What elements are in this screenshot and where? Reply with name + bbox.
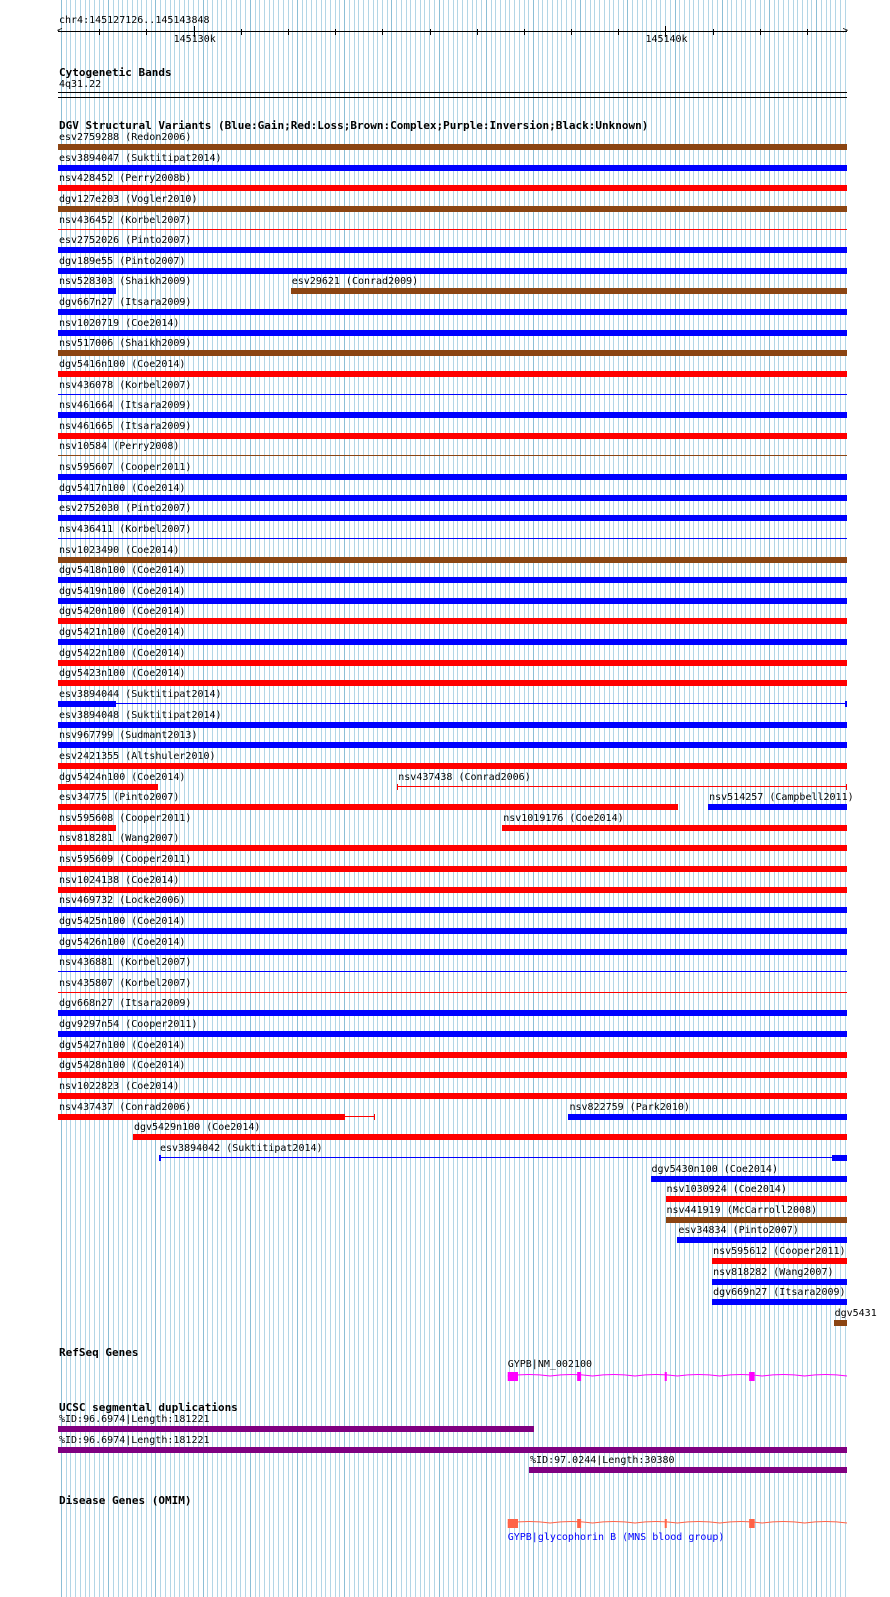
sv-bar[interactable]: [58, 185, 847, 191]
grid-line: [321, 0, 322, 1597]
sv-bar[interactable]: [712, 1258, 847, 1264]
grid-line: [311, 0, 312, 1597]
ruler-tick-label: 145130k: [173, 34, 216, 45]
grid-line: [524, 0, 525, 1597]
grid-line: [373, 0, 374, 1597]
grid-line: [434, 0, 435, 1597]
sv-label[interactable]: nsv514257 (Campbell2011): [709, 792, 854, 803]
grid-line: [613, 0, 614, 1597]
grid-line: [292, 0, 293, 1597]
location-label: chr4:145127126..145143848: [59, 15, 210, 26]
segdup-label[interactable]: %ID:97.0244|Length:30380: [530, 1455, 675, 1466]
cytoband-bar-bottom: [58, 97, 847, 98]
ruler-tick: [99, 29, 100, 35]
grid-line: [344, 0, 345, 1597]
sv-label[interactable]: nsv1019176 (Coe2014): [503, 813, 624, 824]
grid-line: [623, 0, 624, 1597]
grid-line: [547, 0, 548, 1597]
sv-label[interactable]: esv2752030 (Pinto2007): [59, 503, 192, 514]
grid-line: [684, 0, 685, 1597]
sv-label[interactable]: dgv9297n54 (Cooper2011): [59, 1019, 198, 1030]
sv-label[interactable]: nsv437437 (Conrad2006): [59, 1102, 192, 1113]
sv-label[interactable]: dgv5425n100 (Coe2014): [59, 916, 186, 927]
grid-line: [278, 0, 279, 1597]
sv-label[interactable]: nsv1022823 (Coe2014): [59, 1081, 180, 1092]
grid-line: [264, 0, 265, 1597]
sv-label[interactable]: nsv437438 (Conrad2006): [398, 772, 531, 783]
sv-label[interactable]: esv3894047 (Suktitipat2014): [59, 153, 222, 164]
sv-bar[interactable]: [58, 1031, 847, 1037]
sv-bar-thin[interactable]: [58, 229, 847, 230]
sv-label[interactable]: nsv1030924 (Coe2014): [666, 1184, 787, 1195]
grid-line: [387, 0, 388, 1597]
segdup-bar[interactable]: [58, 1447, 847, 1453]
sv-label[interactable]: nsv428452 (Perry2008b): [59, 173, 192, 184]
grid-line: [698, 0, 699, 1597]
grid-line: [670, 0, 671, 1597]
grid-line: [665, 0, 666, 1597]
sv-label[interactable]: dgv5418n100 (Coe2014): [59, 565, 186, 576]
grid-line: [642, 0, 643, 1597]
sv-label[interactable]: dgv5431: [834, 1308, 877, 1319]
sv-bar-cap[interactable]: [159, 1155, 161, 1161]
sv-bar-block[interactable]: [832, 1155, 847, 1161]
sv-bar-block[interactable]: [58, 1114, 345, 1120]
sv-bar[interactable]: [58, 1072, 847, 1078]
sv-bar[interactable]: [58, 845, 847, 851]
grid-line: [410, 0, 411, 1597]
grid-line: [703, 0, 704, 1597]
grid-line: [217, 0, 218, 1597]
segdup-bar[interactable]: [58, 1426, 534, 1432]
grid-line: [288, 0, 289, 1597]
sv-label[interactable]: dgv667n27 (Itsara2009): [59, 297, 192, 308]
sv-bar-thin[interactable]: [58, 538, 847, 539]
grid-line: [467, 0, 468, 1597]
sv-label[interactable]: nsv595612 (Cooper2011): [713, 1246, 846, 1257]
grid-line: [221, 0, 222, 1597]
grid-line: [500, 0, 501, 1597]
sv-bar[interactable]: [58, 660, 847, 666]
sv-bar-cap[interactable]: [846, 784, 847, 790]
grid-line: [538, 0, 539, 1597]
sv-label[interactable]: esv3894044 (Suktitipat2014): [59, 689, 222, 700]
grid-line: [382, 0, 383, 1597]
grid-line: [240, 0, 241, 1597]
grid-line: [693, 0, 694, 1597]
grid-line: [302, 0, 303, 1597]
segdup-bar[interactable]: [529, 1467, 847, 1473]
sv-bar[interactable]: [58, 1093, 847, 1099]
sv-label[interactable]: dgv127e203 (Vogler2010): [59, 194, 198, 205]
grid-line: [675, 0, 676, 1597]
ruler-tick: [335, 29, 336, 35]
sv-bar[interactable]: [666, 1196, 847, 1202]
grid-line: [193, 0, 194, 1597]
grid-line: [486, 0, 487, 1597]
sv-label[interactable]: esv34775 (Pinto2007): [59, 792, 180, 803]
grid-line: [509, 0, 510, 1597]
grid-line: [656, 0, 657, 1597]
ruler-tick: [807, 29, 808, 35]
sv-label[interactable]: nsv461664 (Itsara2009): [59, 400, 192, 411]
gene-exon[interactable]: [749, 1372, 755, 1381]
grid-line: [495, 0, 496, 1597]
ruler-tick: [477, 29, 478, 35]
ruler-tick: [430, 29, 431, 35]
refseq-track-title[interactable]: RefSeq Genes: [59, 1346, 139, 1359]
grid-line: [212, 0, 213, 1597]
grid-line: [505, 0, 506, 1597]
sv-label[interactable]: nsv469732 (Locke2006): [59, 895, 186, 906]
sv-bar[interactable]: [58, 763, 847, 769]
grid-line: [571, 0, 572, 1597]
grid-line: [377, 0, 378, 1597]
grid-line: [514, 0, 515, 1597]
grid-line: [306, 0, 307, 1597]
sv-label[interactable]: nsv436411 (Korbel2007): [59, 524, 192, 535]
grid-line: [198, 0, 199, 1597]
grid-line: [552, 0, 553, 1597]
sv-label[interactable]: dgv669n27 (Itsara2009): [713, 1287, 846, 1298]
sv-bar[interactable]: [834, 1320, 847, 1326]
sv-label[interactable]: dgv5424n100 (Coe2014): [59, 772, 186, 783]
sv-bar[interactable]: [58, 288, 116, 294]
sv-label[interactable]: dgv5423n100 (Coe2014): [59, 668, 186, 679]
grid-line: [245, 0, 246, 1597]
grid-line: [599, 0, 600, 1597]
grid-line: [637, 0, 638, 1597]
sv-label[interactable]: dgv668n27 (Itsara2009): [59, 998, 192, 1009]
sv-bar[interactable]: [58, 350, 847, 356]
sv-label[interactable]: nsv435807 (Korbel2007): [59, 978, 192, 989]
sv-bar[interactable]: [502, 825, 847, 831]
sv-label[interactable]: dgv5416n100 (Coe2014): [59, 359, 186, 370]
grid-line: [406, 0, 407, 1597]
grid-line: [259, 0, 260, 1597]
gene-intron-line: [508, 1375, 847, 1377]
grid-line: [226, 0, 227, 1597]
grid-line: [415, 0, 416, 1597]
sv-label[interactable]: nsv461665 (Itsara2009): [59, 421, 192, 432]
sv-label[interactable]: esv2752026 (Pinto2007): [59, 235, 192, 246]
grid-line: [651, 0, 652, 1597]
ruler-tick: [618, 29, 619, 35]
ruler-tick: [524, 29, 525, 35]
sv-bar[interactable]: [708, 804, 847, 810]
ruler-tick: [288, 29, 289, 35]
gene-exon[interactable]: [577, 1372, 581, 1381]
omim-gene-label[interactable]: GYPB|glycophorin B (MNS blood group): [507, 1532, 725, 1543]
sv-label[interactable]: dgv5428n100 (Coe2014): [59, 1060, 186, 1071]
sv-bar[interactable]: [58, 618, 847, 624]
omim-gene-model[interactable]: [0, 1514, 890, 1534]
sv-label[interactable]: dgv5429n100 (Coe2014): [133, 1122, 261, 1133]
grid-line: [618, 0, 619, 1597]
grid-line: [472, 0, 473, 1597]
cytoband-label: 4q31.22: [59, 79, 102, 90]
sv-label[interactable]: nsv595608 (Cooper2011): [59, 813, 192, 824]
grid-line: [236, 0, 237, 1597]
grid-line: [679, 0, 680, 1597]
grid-line: [401, 0, 402, 1597]
sv-bar[interactable]: [58, 928, 847, 934]
grid-line: [255, 0, 256, 1597]
grid-line: [316, 0, 317, 1597]
sv-label[interactable]: esv3894048 (Suktitipat2014): [59, 710, 222, 721]
grid-line: [491, 0, 492, 1597]
sv-label[interactable]: dgv5419n100 (Coe2014): [59, 586, 186, 597]
segdup-label[interactable]: %ID:96.6974|Length:181221: [59, 1435, 210, 1446]
grid-line: [349, 0, 350, 1597]
grid-line: [420, 0, 421, 1597]
sv-bar[interactable]: [58, 866, 847, 872]
sv-label[interactable]: dgv5420n100 (Coe2014): [59, 606, 186, 617]
grid-line: [250, 0, 251, 1597]
sv-bar-thin[interactable]: [58, 394, 847, 395]
sv-bar[interactable]: [58, 495, 847, 501]
sv-label[interactable]: nsv595607 (Cooper2011): [59, 462, 192, 473]
grid-line: [363, 0, 364, 1597]
sv-bar[interactable]: [712, 1279, 847, 1285]
sv-label[interactable]: nsv818282 (Wang2007): [713, 1267, 834, 1278]
ruler-tick-label: 145140k: [645, 34, 688, 45]
ruler-left-arrow: <: [57, 26, 63, 36]
grid-line: [646, 0, 647, 1597]
sv-bar[interactable]: [651, 1176, 847, 1182]
sv-label[interactable]: nsv528303 (Shaikh2009): [59, 276, 192, 287]
ruler-right-arrow: >: [842, 26, 848, 36]
grid-line: [231, 0, 232, 1597]
sv-bar[interactable]: [58, 371, 847, 377]
grid-line: [575, 0, 576, 1597]
grid-line: [660, 0, 661, 1597]
sv-bar-connector[interactable]: [397, 786, 847, 787]
sv-bar[interactable]: [58, 577, 847, 583]
sv-bar[interactable]: [58, 907, 847, 913]
refseq-gene-model[interactable]: [0, 1367, 890, 1387]
grid-line: [358, 0, 359, 1597]
sv-bar[interactable]: [58, 433, 847, 439]
sv-label[interactable]: nsv517006 (Shaikh2009): [59, 338, 192, 349]
grid-line: [330, 0, 331, 1597]
sv-bar[interactable]: [568, 1114, 847, 1120]
sv-label[interactable]: dgv5427n100 (Coe2014): [59, 1040, 186, 1051]
dgv-track-title[interactable]: DGV Structural Variants (Blue:Gain;Red:Loss;Brown:Complex;Purple:Inversion;Black:Unknown): [59, 119, 649, 132]
grid-line: [368, 0, 369, 1597]
sv-label[interactable]: esv3894042 (Suktitipat2014): [159, 1143, 323, 1154]
gene-exon[interactable]: [665, 1519, 667, 1528]
grid-line: [269, 0, 270, 1597]
grid-line: [627, 0, 628, 1597]
grid-line: [335, 0, 336, 1597]
grid-line: [604, 0, 605, 1597]
grid-line: [481, 0, 482, 1597]
sv-label[interactable]: nsv436078 (Korbel2007): [59, 380, 192, 391]
ruler-tick: [382, 29, 383, 35]
sv-bar[interactable]: [666, 1217, 847, 1223]
grid-line: [354, 0, 355, 1597]
grid-line: [566, 0, 567, 1597]
segdup-track-title[interactable]: UCSC segmental duplications: [59, 1401, 238, 1414]
sv-label[interactable]: esv34834 (Pinto2007): [678, 1225, 799, 1236]
sv-bar[interactable]: [58, 474, 847, 480]
sv-bar-thin[interactable]: [58, 455, 847, 456]
grid-line: [429, 0, 430, 1597]
sv-bar[interactable]: [291, 288, 847, 294]
sv-label[interactable]: dgv5421n100 (Coe2014): [59, 627, 186, 638]
sv-bar[interactable]: [58, 680, 847, 686]
grid-line: [689, 0, 690, 1597]
grid-line: [339, 0, 340, 1597]
grid-line: [453, 0, 454, 1597]
grid-line: [528, 0, 529, 1597]
segdup-label[interactable]: %ID:96.6974|Length:181221: [59, 1414, 210, 1425]
sv-bar[interactable]: [58, 949, 847, 955]
omim-track-title[interactable]: Disease Genes (OMIM): [59, 1494, 192, 1507]
grid-line: [448, 0, 449, 1597]
grid-line: [585, 0, 586, 1597]
grid-line: [297, 0, 298, 1597]
grid-line: [207, 0, 208, 1597]
sv-label[interactable]: esv29621 (Conrad2009): [291, 276, 419, 287]
sv-bar[interactable]: [58, 742, 847, 748]
grid-line: [325, 0, 326, 1597]
grid-line: [439, 0, 440, 1597]
sv-bar[interactable]: [58, 639, 847, 645]
sv-label[interactable]: nsv1020719 (Coe2014): [59, 318, 180, 329]
sv-label[interactable]: nsv436881 (Korbel2007): [59, 957, 192, 968]
sv-bar[interactable]: [58, 825, 116, 831]
ruler-line: [58, 31, 847, 32]
sv-bar[interactable]: [58, 206, 847, 212]
sv-bar[interactable]: [58, 247, 847, 253]
sv-label[interactable]: nsv441919 (McCarroll2008): [666, 1205, 818, 1216]
sv-label[interactable]: esv2759288 (Redon2006): [59, 132, 192, 143]
sv-bar[interactable]: [58, 515, 847, 521]
grid-line: [561, 0, 562, 1597]
sv-bar-cap[interactable]: [397, 784, 398, 790]
ruler-tick: [241, 29, 242, 35]
sv-label[interactable]: dgv5430n100 (Coe2014): [651, 1164, 778, 1175]
ruler-tick: [571, 29, 572, 35]
cytoband-bar[interactable]: [58, 92, 847, 93]
grid-line: [594, 0, 595, 1597]
grid-line: [396, 0, 397, 1597]
sv-bar-thin[interactable]: [58, 992, 847, 993]
gene-exon[interactable]: [508, 1519, 518, 1528]
grid-line: [557, 0, 558, 1597]
sv-label[interactable]: nsv822759 (Park2010): [569, 1102, 690, 1113]
sv-bar-cap[interactable]: [374, 1114, 375, 1120]
sv-bar-connector[interactable]: [58, 703, 847, 704]
grid-line: [443, 0, 444, 1597]
grid-line: [519, 0, 520, 1597]
grid-line: [203, 0, 204, 1597]
gene-exon[interactable]: [577, 1519, 581, 1528]
grid-line: [542, 0, 543, 1597]
sv-bar[interactable]: [58, 722, 847, 728]
gene-intron-line: [508, 1522, 847, 1524]
sv-bar[interactable]: [58, 804, 678, 810]
sv-bar[interactable]: [58, 309, 847, 315]
sv-label[interactable]: nsv436452 (Korbel2007): [59, 215, 192, 226]
sv-label[interactable]: dgv5417n100 (Coe2014): [59, 483, 186, 494]
sv-label[interactable]: dgv5422n100 (Coe2014): [59, 648, 186, 659]
sv-bar[interactable]: [712, 1299, 847, 1305]
sv-label[interactable]: dgv5426n100 (Coe2014): [59, 937, 186, 948]
ruler-tick: [760, 29, 761, 35]
sv-label[interactable]: esv2421355 (Altshuler2010): [59, 751, 216, 762]
sv-bar-connector[interactable]: [345, 1116, 375, 1117]
sv-bar-thin[interactable]: [58, 971, 847, 972]
sv-label[interactable]: nsv595609 (Cooper2011): [59, 854, 192, 865]
ruler-tick: [713, 29, 714, 35]
grid-line: [476, 0, 477, 1597]
sv-label[interactable]: nsv818281 (Wang2007): [59, 833, 180, 844]
sv-bar[interactable]: [677, 1237, 847, 1243]
grid-line: [283, 0, 284, 1597]
ruler-tick: [146, 29, 147, 35]
gene-exon[interactable]: [749, 1519, 755, 1528]
sv-bar[interactable]: [58, 412, 847, 418]
sv-bar[interactable]: [58, 887, 847, 893]
grid-line: [424, 0, 425, 1597]
grid-line: [632, 0, 633, 1597]
sv-label[interactable]: dgv189e55 (Pinto2007): [59, 256, 186, 267]
sv-bar-connector[interactable]: [159, 1157, 847, 1158]
sv-bar[interactable]: [58, 165, 847, 171]
grid-line: [462, 0, 463, 1597]
cytoband-track-title[interactable]: Cytogenetic Bands: [59, 66, 172, 79]
sv-label[interactable]: nsv967799 (Sudmant2013): [59, 730, 198, 741]
sv-bar-block[interactable]: [58, 701, 116, 707]
grid-line: [273, 0, 274, 1597]
grid-line: [457, 0, 458, 1597]
grid-line: [391, 0, 392, 1597]
sv-label[interactable]: nsv10584 (Perry2008): [59, 441, 180, 452]
gene-exon[interactable]: [665, 1372, 667, 1381]
grid-line: [533, 0, 534, 1597]
sv-label[interactable]: nsv1023490 (Coe2014): [59, 545, 180, 556]
sv-label[interactable]: nsv1024138 (Coe2014): [59, 875, 180, 886]
refseq-gene-label[interactable]: GYPB|NM_002100: [507, 1359, 593, 1370]
grid-line: [580, 0, 581, 1597]
sv-bar[interactable]: [58, 598, 847, 604]
sv-bar[interactable]: [58, 1052, 847, 1058]
sv-bar[interactable]: [58, 268, 847, 274]
sv-bar[interactable]: [58, 1010, 847, 1016]
sv-bar[interactable]: [58, 330, 847, 336]
grid-line: [609, 0, 610, 1597]
sv-bar[interactable]: [133, 1134, 847, 1140]
sv-bar[interactable]: [58, 144, 847, 150]
grid-line: [590, 0, 591, 1597]
gene-exon[interactable]: [508, 1372, 518, 1381]
sv-bar-cap[interactable]: [845, 701, 847, 707]
sv-bar[interactable]: [58, 784, 158, 790]
sv-bar[interactable]: [58, 557, 847, 563]
